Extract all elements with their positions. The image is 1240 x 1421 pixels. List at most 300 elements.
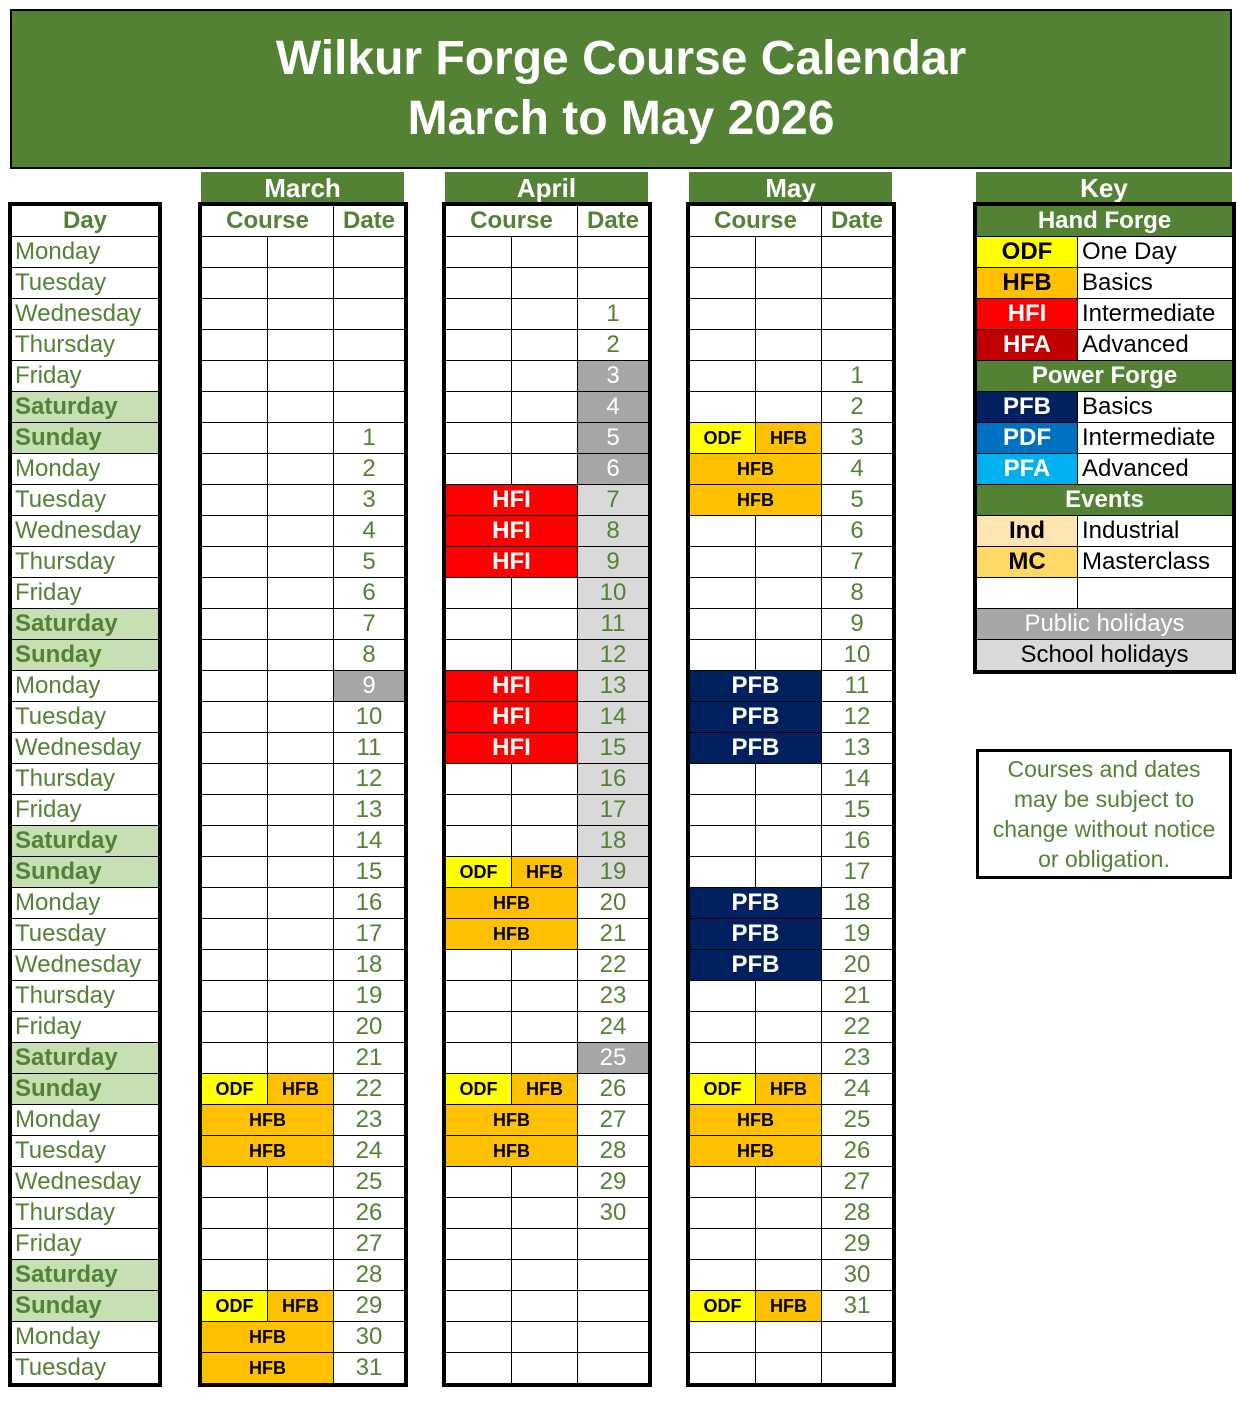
day-row [12,1198,159,1229]
course-cell-empty [202,1012,268,1043]
day-row [12,1291,159,1322]
calendar-row [690,1322,893,1353]
day-name: Tuesday [12,485,159,516]
calendar-row [202,702,405,733]
date-cell: 10 [578,578,649,609]
calendar-row [202,423,405,454]
course-cell-empty [512,764,578,795]
course-cell-empty [756,237,822,268]
date-cell: 21 [822,981,893,1012]
course-cell-empty [690,578,756,609]
calendar-row [446,423,649,454]
course-cell-empty [268,1167,334,1198]
date-cell: 7 [334,609,405,640]
course-cell-empty [446,392,512,423]
day-name: Tuesday [12,919,159,950]
calendar-row [446,1291,649,1322]
date-cell: 18 [578,826,649,857]
calendar-row [202,919,405,950]
key-school-row [977,640,1233,671]
calendar-row [202,857,405,888]
key-code: PFA [977,454,1078,485]
calendar-row [202,1043,405,1074]
calendar-row [690,981,893,1012]
day-row [12,888,159,919]
calendar-row [446,1074,649,1105]
calendar-row [690,671,893,702]
date-cell: 2 [578,330,649,361]
course-cell-empty [202,733,268,764]
calendar-row [202,640,405,671]
course-cell-hfi: HFI [446,671,578,702]
disclaimer-note: Courses and dates may be subject to change without notice or obligation. [976,749,1232,879]
course-cell-hfi: HFI [446,485,578,516]
course-cell-empty [268,826,334,857]
course-cell-empty [446,578,512,609]
date-cell [822,299,893,330]
course-cell-empty [446,1353,512,1384]
key-label: Basics [1078,268,1233,299]
day-row [12,981,159,1012]
day-row [12,268,159,299]
day-name: Friday [12,578,159,609]
course-cell-odf: ODF [202,1074,268,1105]
date-cell: 4 [334,516,405,547]
calendar-row [446,950,649,981]
course-cell-empty [690,857,756,888]
date-cell: 27 [578,1105,649,1136]
course-cell-empty [202,1043,268,1074]
day-name: Thursday [12,330,159,361]
calendar-row [690,516,893,547]
day-row [12,1353,159,1384]
date-cell: 11 [334,733,405,764]
course-cell-empty [268,578,334,609]
calendar-row [202,330,405,361]
day-row [12,237,159,268]
day-name: Friday [12,795,159,826]
course-cell-empty [756,640,822,671]
day-row [12,609,159,640]
calendar-row [202,1229,405,1260]
calendar-row [202,1074,405,1105]
course-cell-empty [512,1353,578,1384]
calendar-row [690,237,893,268]
calendar-row [446,1353,649,1384]
day-name: Tuesday [12,1136,159,1167]
calendar-row [446,299,649,330]
calendar-row [446,330,649,361]
day-name: Wednesday [12,1167,159,1198]
date-cell: 22 [578,950,649,981]
course-cell-odf: ODF [202,1291,268,1322]
course-cell-empty [446,981,512,1012]
course-cell-empty [512,1043,578,1074]
course-cell-empty [268,950,334,981]
course-header: Course [202,206,334,237]
calendar-row [202,516,405,547]
calendar-row [690,547,893,578]
date-cell: 26 [822,1136,893,1167]
day-row [12,330,159,361]
calendar-row [446,702,649,733]
course-cell-empty [446,1260,512,1291]
course-cell-hfb: HFB [268,1291,334,1322]
date-cell [822,1353,893,1384]
course-cell-empty [756,268,822,299]
date-cell: 29 [822,1229,893,1260]
month-header-row [202,206,405,237]
course-cell-empty [512,1291,578,1322]
course-cell-empty [268,268,334,299]
date-cell: 24 [334,1136,405,1167]
date-cell [578,1291,649,1322]
calendar-row [202,1105,405,1136]
key-code: PFB [977,392,1078,423]
course-cell-empty [202,361,268,392]
key-code: HFA [977,330,1078,361]
date-header: Date [578,206,649,237]
course-cell-empty [512,795,578,826]
day-name: Monday [12,454,159,485]
course-cell-empty [446,1229,512,1260]
course-cell-empty [512,609,578,640]
date-cell: 29 [334,1291,405,1322]
course-cell-empty [268,1012,334,1043]
course-cell-empty [446,454,512,485]
calendar-row [202,361,405,392]
day-name: Tuesday [12,1353,159,1384]
course-cell-empty [512,1229,578,1260]
day-name: Wednesday [12,950,159,981]
course-cell-empty [690,1198,756,1229]
calendar-row [202,950,405,981]
date-cell: 19 [334,981,405,1012]
calendar-row [690,361,893,392]
calendar-row [446,1012,649,1043]
course-header: Course [446,206,578,237]
course-cell-odf: ODF [690,1074,756,1105]
course-cell-hfb: HFB [202,1353,334,1384]
date-cell: 6 [822,516,893,547]
course-cell-hfb: HFB [690,1136,822,1167]
date-cell: 13 [822,733,893,764]
date-cell: 19 [578,857,649,888]
calendar-row [690,919,893,950]
course-cell-hfb: HFB [512,1074,578,1105]
date-cell: 21 [334,1043,405,1074]
course-cell-empty [446,1322,512,1353]
course-cell-empty [446,795,512,826]
date-cell [334,361,405,392]
calendar-row [202,1198,405,1229]
calendar-row [446,454,649,485]
course-cell-empty [512,1322,578,1353]
course-cell-empty [756,1260,822,1291]
calendar-row [690,454,893,485]
date-cell: 4 [822,454,893,485]
month-table-may [689,205,893,1384]
course-cell-empty [202,1229,268,1260]
day-row [12,702,159,733]
date-cell: 5 [578,423,649,454]
course-cell-empty [512,981,578,1012]
course-cell-empty [512,640,578,671]
calendar-row [202,299,405,330]
date-cell: 14 [334,826,405,857]
key-section-title: Events [977,485,1233,516]
course-cell-empty [202,795,268,826]
calendar-row [202,454,405,485]
day-name: Friday [12,1012,159,1043]
day-row [12,1074,159,1105]
date-cell: 6 [334,578,405,609]
course-cell-empty [202,1198,268,1229]
day-name: Saturday [12,1260,159,1291]
course-cell-hfb: HFB [268,1074,334,1105]
date-cell: 30 [578,1198,649,1229]
course-cell-empty [202,919,268,950]
course-cell-empty [202,671,268,702]
date-cell: 7 [822,547,893,578]
date-cell: 15 [334,857,405,888]
day-row [12,671,159,702]
key-item-row [977,299,1233,330]
day-row [12,795,159,826]
course-cell-hfb: HFB [756,1291,822,1322]
key-code: Ind [977,516,1078,547]
calendar-row [690,1074,893,1105]
course-cell-empty [446,1291,512,1322]
course-cell-hfb: HFB [756,423,822,454]
course-cell-empty [268,237,334,268]
course-cell-empty [202,547,268,578]
calendar-row [446,1105,649,1136]
date-cell: 9 [334,671,405,702]
date-cell: 10 [334,702,405,733]
course-cell-hfb: HFB [690,485,822,516]
key-label: Advanced [1078,454,1233,485]
calendar-row [202,547,405,578]
course-cell-hfb: HFB [756,1074,822,1105]
course-cell-empty [690,237,756,268]
date-cell: 31 [334,1353,405,1384]
course-cell-empty [268,1198,334,1229]
date-cell: 12 [578,640,649,671]
key-item-row [977,454,1233,485]
calendar-row [202,392,405,423]
course-cell-empty [690,764,756,795]
course-cell-empty [202,423,268,454]
key-section-row [977,361,1233,392]
course-cell-odf: ODF [446,1074,512,1105]
key-item-row [977,237,1233,268]
calendar-row [202,268,405,299]
key-label [1078,578,1233,609]
course-cell-empty [268,671,334,702]
calendar-row [690,392,893,423]
calendar-row [446,392,649,423]
course-cell-empty [268,702,334,733]
calendar-row [202,981,405,1012]
key-header: Key [976,172,1232,204]
date-cell: 3 [334,485,405,516]
key-section-row [977,206,1233,237]
calendar-row [446,1167,649,1198]
calendar-row [446,640,649,671]
course-cell-empty [202,702,268,733]
course-cell-empty [446,423,512,454]
course-cell-empty [446,330,512,361]
course-cell-empty [756,826,822,857]
course-cell-empty [756,857,822,888]
calendar-row [446,547,649,578]
course-cell-empty [756,547,822,578]
calendar-row [202,609,405,640]
date-cell: 5 [822,485,893,516]
date-cell [578,237,649,268]
date-cell: 17 [578,795,649,826]
key-code: PDF [977,423,1078,454]
course-cell-empty [202,888,268,919]
date-cell [334,237,405,268]
day-row [12,299,159,330]
course-cell-hfb: HFB [202,1136,334,1167]
date-cell: 31 [822,1291,893,1322]
course-cell-hfb: HFB [446,1136,578,1167]
day-name: Monday [12,671,159,702]
calendar-row [446,609,649,640]
course-cell-empty [756,1012,822,1043]
calendar-row [690,299,893,330]
date-cell: 22 [334,1074,405,1105]
date-cell: 26 [578,1074,649,1105]
day-row [12,857,159,888]
date-cell [578,268,649,299]
key-code: ODF [977,237,1078,268]
course-cell-empty [690,547,756,578]
day-row [12,423,159,454]
course-cell-empty [690,1353,756,1384]
date-cell: 6 [578,454,649,485]
calendar-row [446,1043,649,1074]
course-cell-empty [446,1167,512,1198]
course-cell-empty [446,299,512,330]
calendar-row [202,578,405,609]
course-cell-empty [690,299,756,330]
date-cell: 2 [822,392,893,423]
key-label: Masterclass [1078,547,1233,578]
calendar-row [690,1198,893,1229]
calendar-row [690,1353,893,1384]
day-row [12,733,159,764]
day-row [12,1229,159,1260]
date-cell: 23 [334,1105,405,1136]
calendar-row [690,1167,893,1198]
month-table-april [445,205,649,1384]
course-cell-empty [756,1167,822,1198]
calendar-row [202,1012,405,1043]
course-cell-empty [268,392,334,423]
calendar-row [446,671,649,702]
date-cell: 13 [334,795,405,826]
day-row [12,361,159,392]
course-cell-empty [268,919,334,950]
calendar-row [202,1291,405,1322]
day-name: Wednesday [12,299,159,330]
course-cell-empty [512,1260,578,1291]
day-name: Thursday [12,764,159,795]
day-name: Saturday [12,609,159,640]
course-cell-pfb: PFB [690,888,822,919]
course-cell-empty [512,392,578,423]
date-cell: 20 [334,1012,405,1043]
course-cell-empty [756,1229,822,1260]
title-line-1: Wilkur Forge Course Calendar [275,32,967,85]
date-cell: 16 [822,826,893,857]
course-cell-empty [690,1229,756,1260]
calendar-row [446,1229,649,1260]
date-cell: 3 [578,361,649,392]
day-row [12,392,159,423]
day-row [12,764,159,795]
calendar-row [690,609,893,640]
date-cell: 17 [822,857,893,888]
key-section-row [977,485,1233,516]
date-cell: 1 [822,361,893,392]
day-name: Friday [12,1229,159,1260]
key-label: Advanced [1078,330,1233,361]
course-cell-empty [202,330,268,361]
course-cell-empty [202,299,268,330]
course-cell-empty [512,826,578,857]
course-cell-empty [268,640,334,671]
day-row [12,547,159,578]
day-name: Friday [12,361,159,392]
month-header-row [446,206,649,237]
course-cell-empty [202,1260,268,1291]
date-cell: 26 [334,1198,405,1229]
date-cell [334,330,405,361]
day-row [12,950,159,981]
day-row [12,578,159,609]
course-cell-empty [446,1198,512,1229]
course-cell-empty [690,268,756,299]
calendar-row [690,423,893,454]
course-cell-empty [690,795,756,826]
course-cell-empty [756,795,822,826]
course-cell-empty [268,547,334,578]
calendar-row [446,1136,649,1167]
course-cell-hfb: HFB [446,1105,578,1136]
course-cell-pfb: PFB [690,702,822,733]
day-name: Saturday [12,392,159,423]
day-header: Day [12,206,159,237]
key-label: Industrial [1078,516,1233,547]
course-cell-pfb: PFB [690,671,822,702]
course-cell-empty [690,1260,756,1291]
day-name: Thursday [12,981,159,1012]
day-row [12,1136,159,1167]
course-cell-empty [268,423,334,454]
course-cell-empty [690,640,756,671]
calendar-row [690,1229,893,1260]
day-name: Sunday [12,1074,159,1105]
course-cell-hfb: HFB [202,1322,334,1353]
day-row [12,516,159,547]
date-cell: 7 [578,485,649,516]
key-item-row [977,423,1233,454]
